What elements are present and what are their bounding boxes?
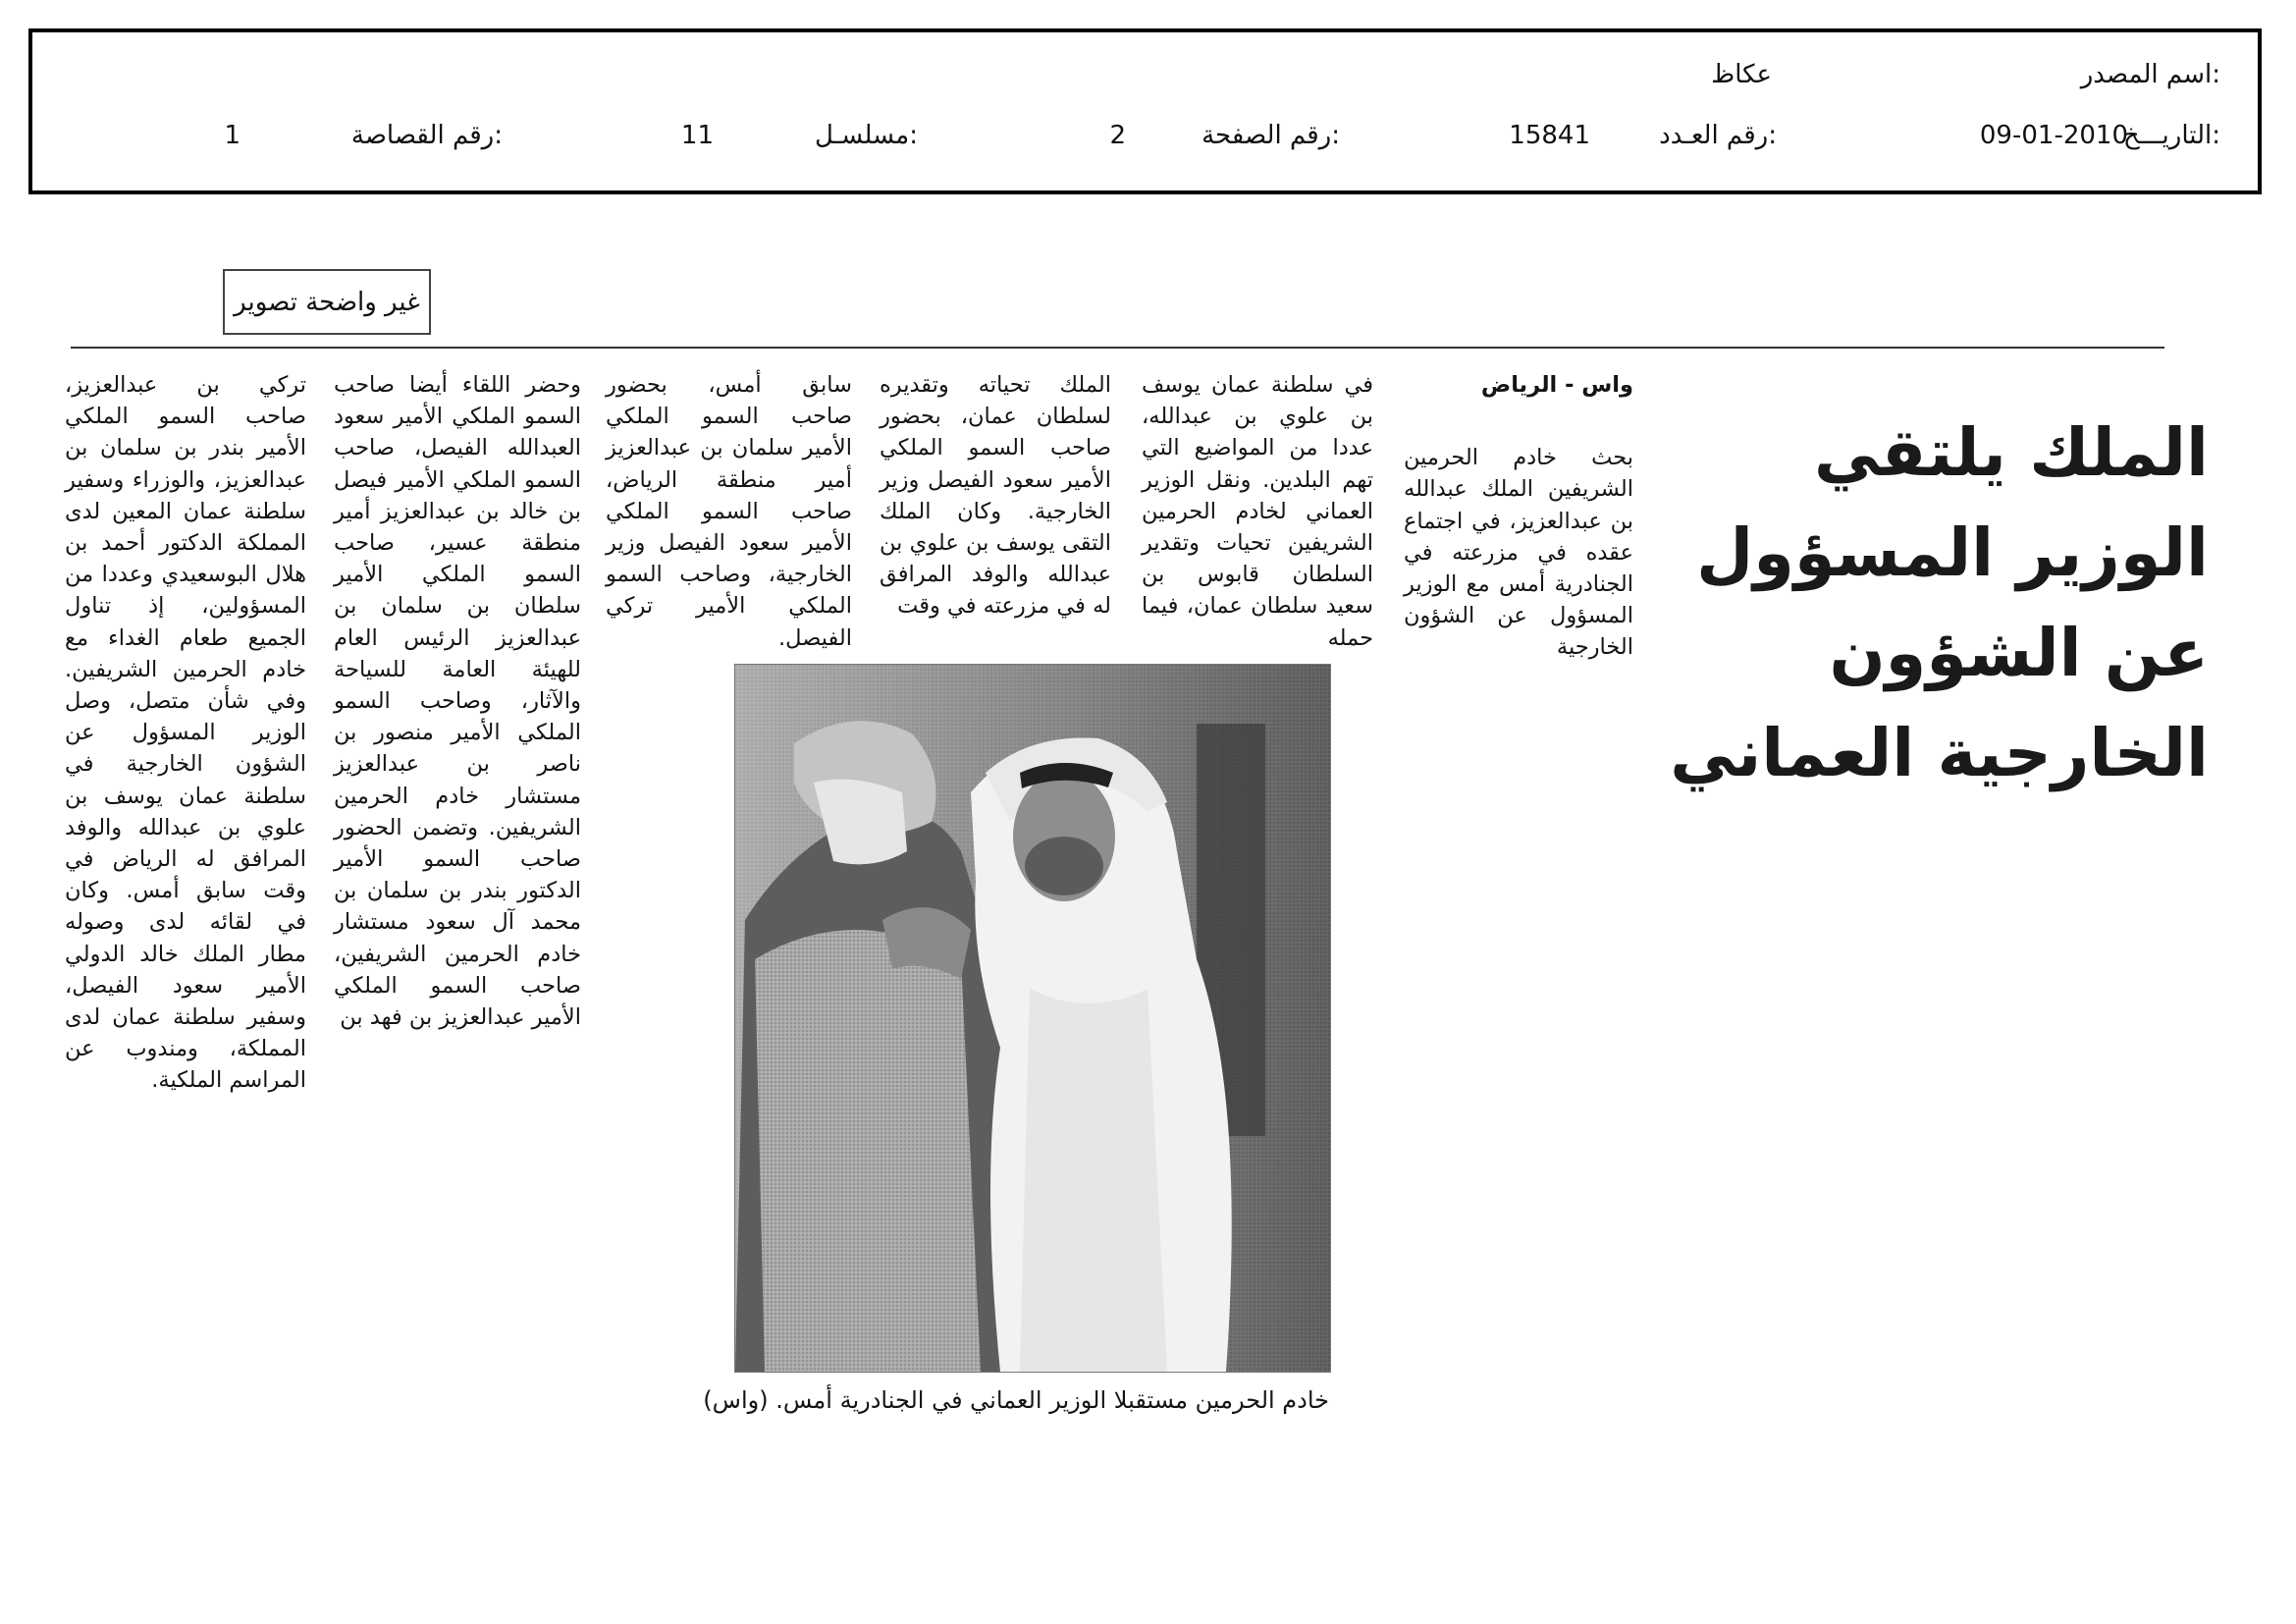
clip-value: 1	[224, 121, 240, 150]
article-column-5	[334, 369, 581, 1033]
column-2-text: في سلطنة عمان يوسف بن علوي بن عبدالله، عددا من المواضيع التي تهم البلدين. ونقل الوزير العماني لخادم الحرمين الشريفين تحيات وتقدير السلطان قابوس بن سعيد سلطان عمان، فيما حمله	[1142, 372, 1373, 651]
page-label: رقم الصفحة:	[1201, 121, 1340, 150]
page-value: 2	[1109, 121, 1126, 150]
serial-label: مسلسـل:	[815, 121, 918, 150]
article-column-1	[1404, 369, 1633, 664]
issue-value: 15841	[1509, 121, 1590, 150]
article-dateline: واس - الرياض	[1480, 372, 1633, 398]
article-column-2	[1142, 369, 1373, 654]
column-4-text: سابق أمس، بحضور صاحب السمو الملكي الأمير سلمان بن عبدالعزيز أمير منطقة الرياض، صاحب السمو الملكي الأمير سعود الفيصل وزير الخارجية، وصاحب السمو الملكي الأمير تركي الفيصل.	[606, 372, 852, 651]
unclear-scan-note: غير واضحة تصوير	[223, 269, 431, 335]
headline-line-2: عن الشؤون الخارجية العماني	[1670, 615, 2209, 791]
column-3-text: الملك تحياته وتقديره لسلطان عمان، بحضور صاحب السمو الملكي الأمير سعود الفيصل وزير الخارجية. وكان الملك التقى يوسف بن علوي بن عبدالله والوفد المرافق له في مزرعته في وقت	[880, 372, 1111, 620]
article-photo	[734, 664, 1331, 1373]
source-label: اسم المصدر:	[2080, 60, 2220, 89]
column-1-text: بحث خادم الحرمين الشريفين الملك عبدالله بن عبدالعزيز، في اجتماع عقده في مزرعته في الجنادرية أمس مع الوزير المسؤول عن الشؤون الخارجية	[1404, 445, 1633, 661]
clip-label: رقم القصاصة:	[350, 121, 503, 150]
column-5-text: وحضر اللقاء أيضا صاحب السمو الملكي الأمير سعود العبدالله الفيصل، صاحب السمو الملكي الأمير فيصل بن خالد بن عبدالعزيز أمير منطقة عسير، صاحب السمو الملكي الأمير سلطان بن سلمان بن عبدالعزيز الرئيس العام للهيئة العامة للسياحة والآثار، وصاحب السمو الملكي الأمير منصور بن ناصر بن عبدالعزيز مستشار خادم الحرمين الشريفين. وتضمن الحضور صاحب السمو الأمير الدكتور بندر بن سلمان بن محمد آل سعود مستشار خادم الحرمين الشريفين، صاحب السمو الملكي الأمير عبدالعزيز بن فهد بن	[334, 372, 581, 1031]
article-column-4	[606, 369, 852, 654]
date-label: التاريـــخ:	[2122, 121, 2220, 150]
serial-value: 11	[680, 121, 714, 150]
issue-label: رقم العـدد:	[1659, 121, 1777, 150]
date-value: 09-01-2010	[1979, 121, 2128, 150]
clipping-metadata-box	[28, 28, 2262, 194]
column-6-text: تركي بن عبدالعزيز، صاحب السمو الملكي الأمير بندر بن سلمان بن عبدالعزيز، والوزراء وسفير سلطنة عمان المعين لدى المملكة الدكتور أحمد بن هلال البوسعيدي وعددا من المسؤولين، إذ تناول الجميع طعام الغداء مع خادم الحرمين الشريفين. وفي شأن متصل، وصل الوزير المسؤول عن الشؤون الخارجية في سلطنة عمان يوسف بن علوي بن عبدالله والوفد المرافق له الرياض في وقت سابق أمس. وكان في لقائه لدى وصوله مطار الملك خالد الدولي الأمير سعود الفيصل، وسفير سلطنة عمان لدى المملكة، ومندوب عن المراسم الملكية.	[65, 372, 306, 1094]
source-value: عكاظ	[1711, 60, 1772, 89]
photo-caption: خادم الحرمين مستقبلا الوزير العماني في الجنادرية أمس. (واس)	[703, 1386, 1329, 1414]
article-top-rule	[71, 347, 2164, 349]
article-column-3	[880, 369, 1111, 623]
headline-line-1: الملك يلتقي الوزير المسؤول	[1696, 414, 2209, 591]
article-headline	[1659, 403, 2209, 803]
article-column-6	[65, 369, 306, 1097]
